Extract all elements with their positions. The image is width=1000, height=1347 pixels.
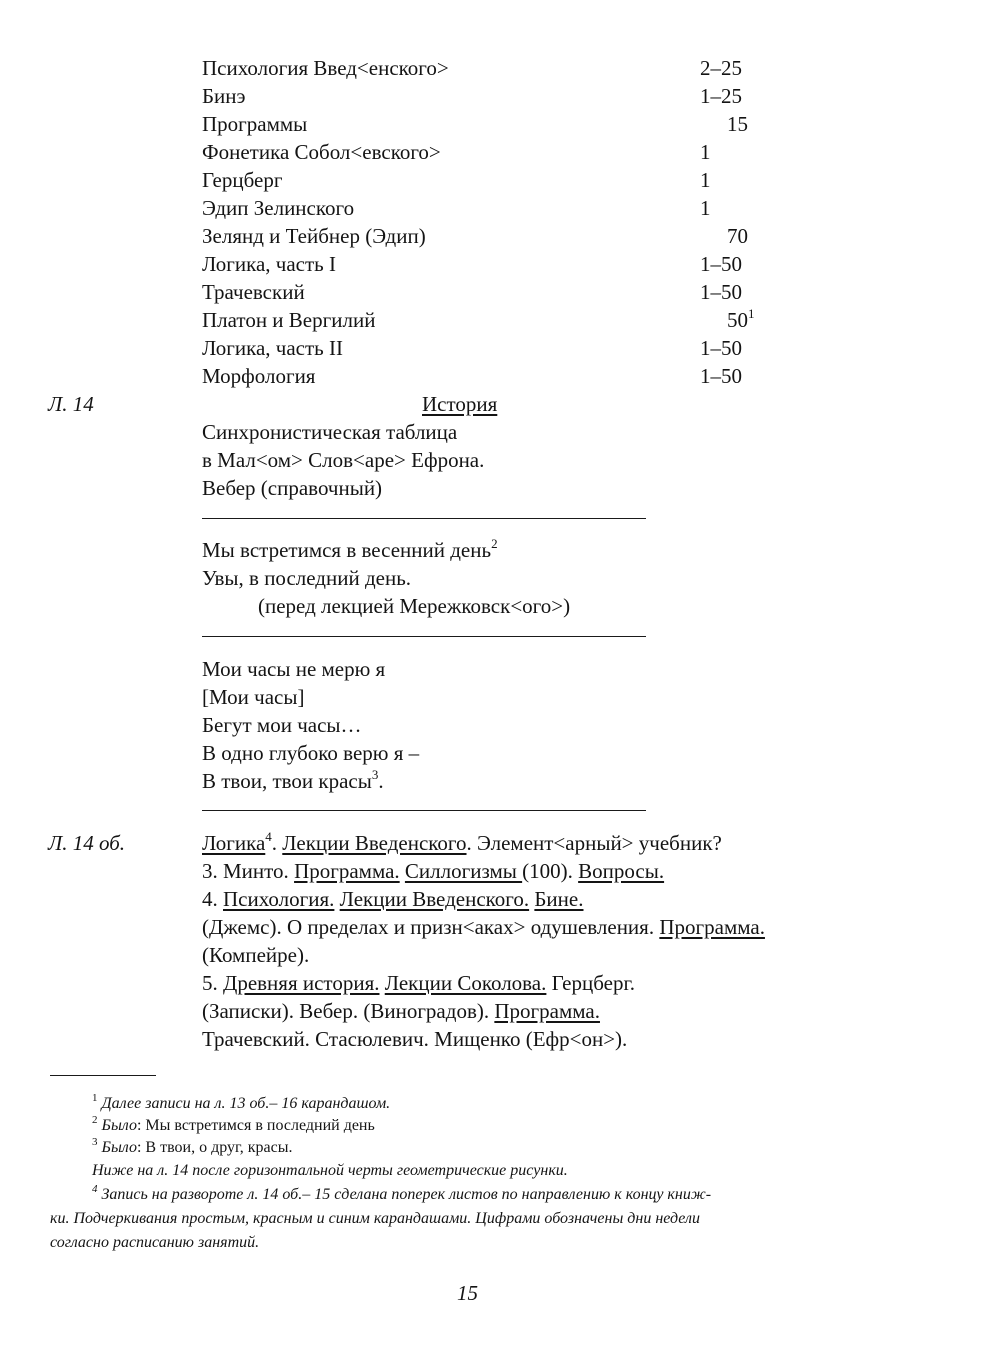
book-title: Герцберг <box>202 168 283 192</box>
poem2-line-3: Бегут мои часы… <box>202 713 362 737</box>
book-title: Зелянд и Тейбнер (Эдип) <box>202 224 426 248</box>
schedule-line-2: 3. Минто. Программа. Силлогизмы (100). Вопросы. <box>202 859 665 883</box>
poem2-line-4: В одно глубоко верю я – <box>202 741 420 765</box>
footnote-3: $^3$ Было: В твои, о друг, красы. <box>92 1136 293 1156</box>
page-number: 15 <box>457 1281 478 1305</box>
book-title: Бинэ <box>202 84 246 108</box>
footnote-4-line-2: ки. Подчеркивания простым, красным и синим карандашами. Цифрами обозначены дни недели <box>50 1210 700 1227</box>
footnote-4-line-1: $^4$ Запись на развороте л. 14 об.– 15 сделана поперек листов по направлению к концу книж- <box>92 1183 712 1203</box>
poem1-line-3: (перед лекцией Мережковск<ого>) <box>258 594 571 618</box>
footnote-ref-3: 3 <box>371 767 379 782</box>
book-title: Фонетика Собол<евского> <box>202 140 441 164</box>
book-value: 1–50 <box>700 336 742 360</box>
footnote-1: $^1$ Далее записи на л. 13 об.– 16 карандашом. <box>92 1092 391 1112</box>
poem2-line-5: В твои, твои красы$^3$. <box>202 767 384 793</box>
schedule-line-5: (Компейре). <box>202 943 310 967</box>
footnote-3-note: Ниже на л. 14 после горизонтальной черты геометрические рисунки. <box>92 1162 568 1179</box>
footnote-4-line-3: согласно расписанию занятий. <box>50 1234 260 1251</box>
book-value: 70 <box>727 224 748 248</box>
footnote-ref-2: 2 <box>491 536 498 551</box>
book-value: 1–50 <box>700 252 742 276</box>
schedule-line-1: Логика$^4$. Лекции Введенского. Элемент<арный> учебник? <box>202 829 722 855</box>
book-title: Трачевский <box>202 280 305 304</box>
history-line-2: в Мал<ом> Слов<аре> Ефрона. <box>202 448 485 472</box>
divider-3 <box>202 810 646 811</box>
book-value: 1–25 <box>700 84 742 108</box>
poem2-line-1: Мои часы не мерю я <box>202 657 386 681</box>
book-title: Эдип Зелинского <box>202 196 355 220</box>
book-title: Логика, часть I <box>202 252 336 276</box>
schedule-line-3: 4. Психология. Лекции Введенского. Бине. <box>202 887 584 911</box>
book-value: 2–25 <box>700 56 742 80</box>
leaf-label-14: Л. 14 <box>48 392 94 416</box>
poem2-line-2: [Мои часы] <box>202 685 305 709</box>
history-line-1: Синхронистическая таблица <box>202 420 458 444</box>
book-title: Морфология <box>202 364 316 388</box>
footnote-ref-1: 1 <box>748 306 755 321</box>
book-title: Логика, часть II <box>202 336 343 360</box>
book-value: 1 <box>700 140 711 164</box>
leaf-label-14-ob: Л. 14 об. <box>48 831 126 855</box>
divider-1 <box>202 518 646 519</box>
schedule-line-4: (Джемс). О пределах и призн<аках> одушевления. Программа. <box>202 915 765 939</box>
footnote-2: $^2$ Было: Мы встретимся в последний день <box>92 1114 375 1134</box>
schedule-line-6: 5. Древняя история. Лекции Соколова. Герцберг. <box>202 971 635 995</box>
book-title: Платон и Вергилий <box>202 308 376 332</box>
divider-2 <box>202 636 646 637</box>
book-title: Психология Введ<енского> <box>202 56 449 80</box>
book-value: 1 <box>700 196 711 220</box>
schedule-line-8: Трачевский. Стасюлевич. Мищенко (Ефр<он>). <box>202 1027 628 1051</box>
book-value: 15 <box>727 112 748 136</box>
history-line-3: Вебер (справочный) <box>202 476 383 500</box>
book-value: 1–50 <box>700 280 742 304</box>
book-title: Программы <box>202 112 308 136</box>
footnote-ref-4: 4 <box>265 829 272 844</box>
schedule-line-7: (Записки). Вебер. (Виноградов). Программа. <box>202 999 600 1023</box>
book-value: 1 <box>700 168 711 192</box>
book-value: 1–50 <box>700 364 742 388</box>
poem1-line-2: Увы, в последний день. <box>202 566 412 590</box>
section-heading-history: История <box>422 392 498 416</box>
footnote-separator <box>50 1075 156 1076</box>
poem1-line-1: Мы встретимся в весенний день$^2$ <box>202 536 498 562</box>
book-value: $50^1$ <box>727 306 755 332</box>
